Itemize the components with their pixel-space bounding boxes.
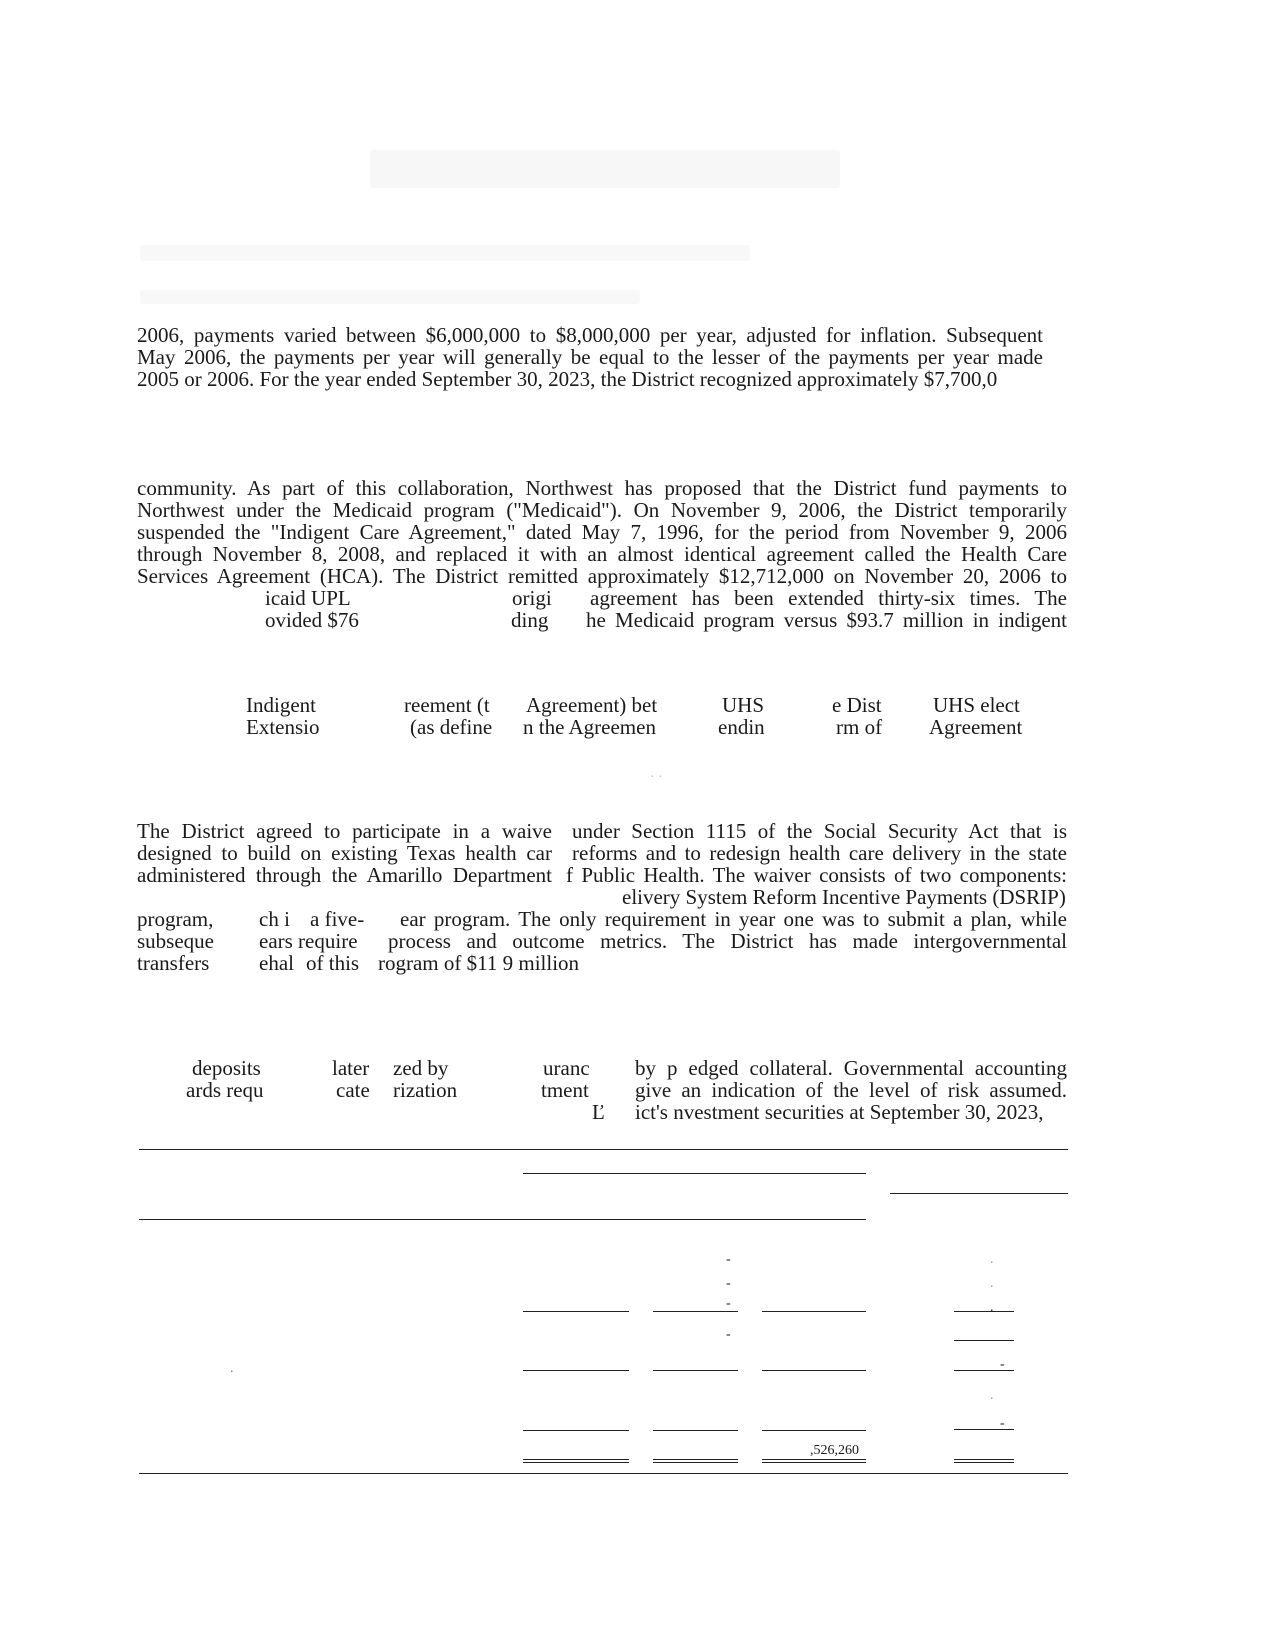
speck-mark: · · bbox=[650, 770, 663, 785]
text-fragment: zed by bbox=[393, 1056, 449, 1080]
nil-dash: - bbox=[1000, 1357, 1005, 1372]
header-bottom-rule bbox=[139, 1219, 866, 1220]
text-line: May 2006, the payments per year will generally be equal to the lesser of the payments per year made bbox=[137, 345, 1043, 369]
nil-dash: - bbox=[1000, 1416, 1005, 1431]
grand-total-rule bbox=[954, 1459, 1014, 1463]
text-fragment: ehal bbox=[259, 951, 294, 975]
subtotal-rule bbox=[954, 1429, 1014, 1430]
text-fragment: program, bbox=[137, 907, 214, 931]
text-fragment: UHS bbox=[722, 693, 765, 717]
grand-total-rule bbox=[523, 1459, 629, 1463]
text-fragment: endin bbox=[718, 715, 765, 739]
text-fragment: e Dist bbox=[832, 693, 882, 717]
text-fragment: ict's nvestment securities at September 30, 2023, bbox=[635, 1100, 1044, 1124]
column-header-rule bbox=[523, 1173, 866, 1174]
text-line: Services Agreement (HCA). The District remitted approximately $12,712,000 on November 20, 2006 to bbox=[137, 564, 1067, 588]
text-fragment: Indigent bbox=[246, 693, 316, 717]
subtotal-rule bbox=[762, 1370, 866, 1371]
text-fragment: subseque bbox=[137, 929, 214, 953]
text-fragment: ding bbox=[511, 608, 549, 632]
text-fragment: rm of bbox=[836, 715, 883, 739]
text-fragment: UHS elect bbox=[933, 693, 1020, 717]
text-line: 2005 or 2006. For the year ended September 30, 2023, the District recognized approximately $7,700,0 bbox=[137, 367, 998, 391]
nil-dash: - bbox=[726, 1276, 731, 1291]
text-line: elivery System Reform Incentive Payments (DSRIP) bbox=[622, 885, 1066, 909]
text-fragment: (as define bbox=[410, 715, 493, 739]
subtotal-rule bbox=[653, 1370, 738, 1371]
text-fragment: ards requ bbox=[186, 1078, 264, 1102]
nil-dash: - bbox=[726, 1296, 731, 1311]
text-fragment: a five- bbox=[310, 907, 365, 931]
redacted-heading-smudge bbox=[370, 150, 840, 188]
text-fragment: tment bbox=[541, 1078, 589, 1102]
text-line: under Section 1115 of the Social Security Act that is bbox=[572, 819, 1067, 843]
subtotal-rule bbox=[523, 1430, 629, 1431]
subtotal-rule bbox=[762, 1311, 866, 1312]
nil-dash: - bbox=[726, 1252, 731, 1267]
text-fragment: ch i bbox=[259, 907, 290, 931]
subtotal-rule bbox=[653, 1311, 738, 1312]
text-fragment: rization bbox=[393, 1078, 458, 1102]
text-line: 2006, payments varied between $6,000,000 to $8,000,000 per year, adjusted for inflation. Subsequent bbox=[137, 323, 1043, 347]
text-fragment: origi bbox=[512, 586, 552, 610]
text-fragment: cate bbox=[336, 1078, 370, 1102]
text-fragment: rogram of $11 9 million bbox=[378, 951, 580, 975]
text-fragment: icaid UPL bbox=[265, 586, 351, 610]
subtotal-rule bbox=[762, 1430, 866, 1431]
text-line: Northwest under the Medicaid program ("Medicaid"). On November 9, 2006, the District temporarily bbox=[137, 498, 1067, 522]
text-fragment: ears require bbox=[259, 929, 358, 953]
grand-total-rule bbox=[653, 1459, 738, 1463]
text-fragment: ear program. The only requirement in year one was to submit a plan, while bbox=[400, 907, 1067, 931]
text-fragment: Agreement) bet bbox=[526, 693, 658, 717]
dot-mark: . bbox=[990, 1252, 994, 1267]
subtotal-rule bbox=[954, 1340, 1014, 1341]
text-line: community. As part of this collaboration, Northwest has proposed that the District fund payments to bbox=[137, 476, 1067, 500]
total-value: ,526,260 bbox=[810, 1443, 859, 1458]
text-line: reforms and to redesign health care delivery in the state bbox=[572, 841, 1067, 865]
text-fragment: Agreement bbox=[929, 715, 1023, 739]
text-fragment: Extensio bbox=[246, 715, 320, 739]
text-fragment: deposits bbox=[192, 1056, 261, 1080]
redacted-line-smudge bbox=[140, 245, 750, 261]
text-fragment: agreement has been extended thirty-six times. The bbox=[590, 586, 1067, 610]
text-fragment: uranc bbox=[543, 1056, 590, 1080]
text-line: designed to build on existing Texas health car bbox=[137, 841, 552, 865]
subtotal-rule bbox=[523, 1370, 629, 1371]
grand-total-rule bbox=[762, 1459, 866, 1463]
dot-mark: . bbox=[990, 1300, 994, 1315]
text-fragment: ovided $76 bbox=[265, 608, 359, 632]
text-fragment: reement (t bbox=[404, 693, 490, 717]
subtotal-rule bbox=[954, 1370, 1014, 1371]
text-fragment: of this bbox=[306, 951, 360, 975]
text-line: administered through the Amarillo Department bbox=[137, 863, 552, 887]
dot-mark: . bbox=[990, 1276, 994, 1291]
subtotal-rule bbox=[523, 1311, 629, 1312]
text-fragment: transfers bbox=[137, 951, 210, 975]
text-fragment: Ľ bbox=[592, 1100, 605, 1124]
dot-mark: . bbox=[230, 1361, 234, 1376]
redacted-line-smudge bbox=[140, 290, 640, 304]
table-top-rule bbox=[139, 1149, 1068, 1150]
text-line: The District agreed to participate in a waive bbox=[137, 819, 552, 843]
text-fragment: later bbox=[332, 1056, 370, 1080]
text-fragment: by p edged collateral. Governmental accounting bbox=[635, 1056, 1067, 1080]
text-line: suspended the "Indigent Care Agreement," dated May 7, 1996, for the period from November 9, 2006 bbox=[137, 520, 1067, 544]
subtotal-rule bbox=[954, 1311, 1014, 1312]
text-line: through November 8, 2008, and replaced it with an almost identical agreement called the Health Care bbox=[137, 542, 1067, 566]
text-fragment: he Medicaid program versus $93.7 million in indigent bbox=[586, 608, 1067, 632]
text-line: f Public Health. The waiver consists of two components: bbox=[566, 863, 1067, 887]
dot-mark: . bbox=[990, 1388, 994, 1403]
table-bottom-rule bbox=[139, 1473, 1068, 1474]
nil-dash: - bbox=[726, 1327, 731, 1342]
text-fragment: n the Agreemen bbox=[523, 715, 656, 739]
text-fragment: process and outcome metrics. The District has made intergovernmental bbox=[388, 929, 1067, 953]
subtotal-rule bbox=[653, 1430, 738, 1431]
column-header-rule bbox=[890, 1193, 1068, 1194]
text-fragment: give an indication of the level of risk assumed. bbox=[635, 1078, 1067, 1102]
